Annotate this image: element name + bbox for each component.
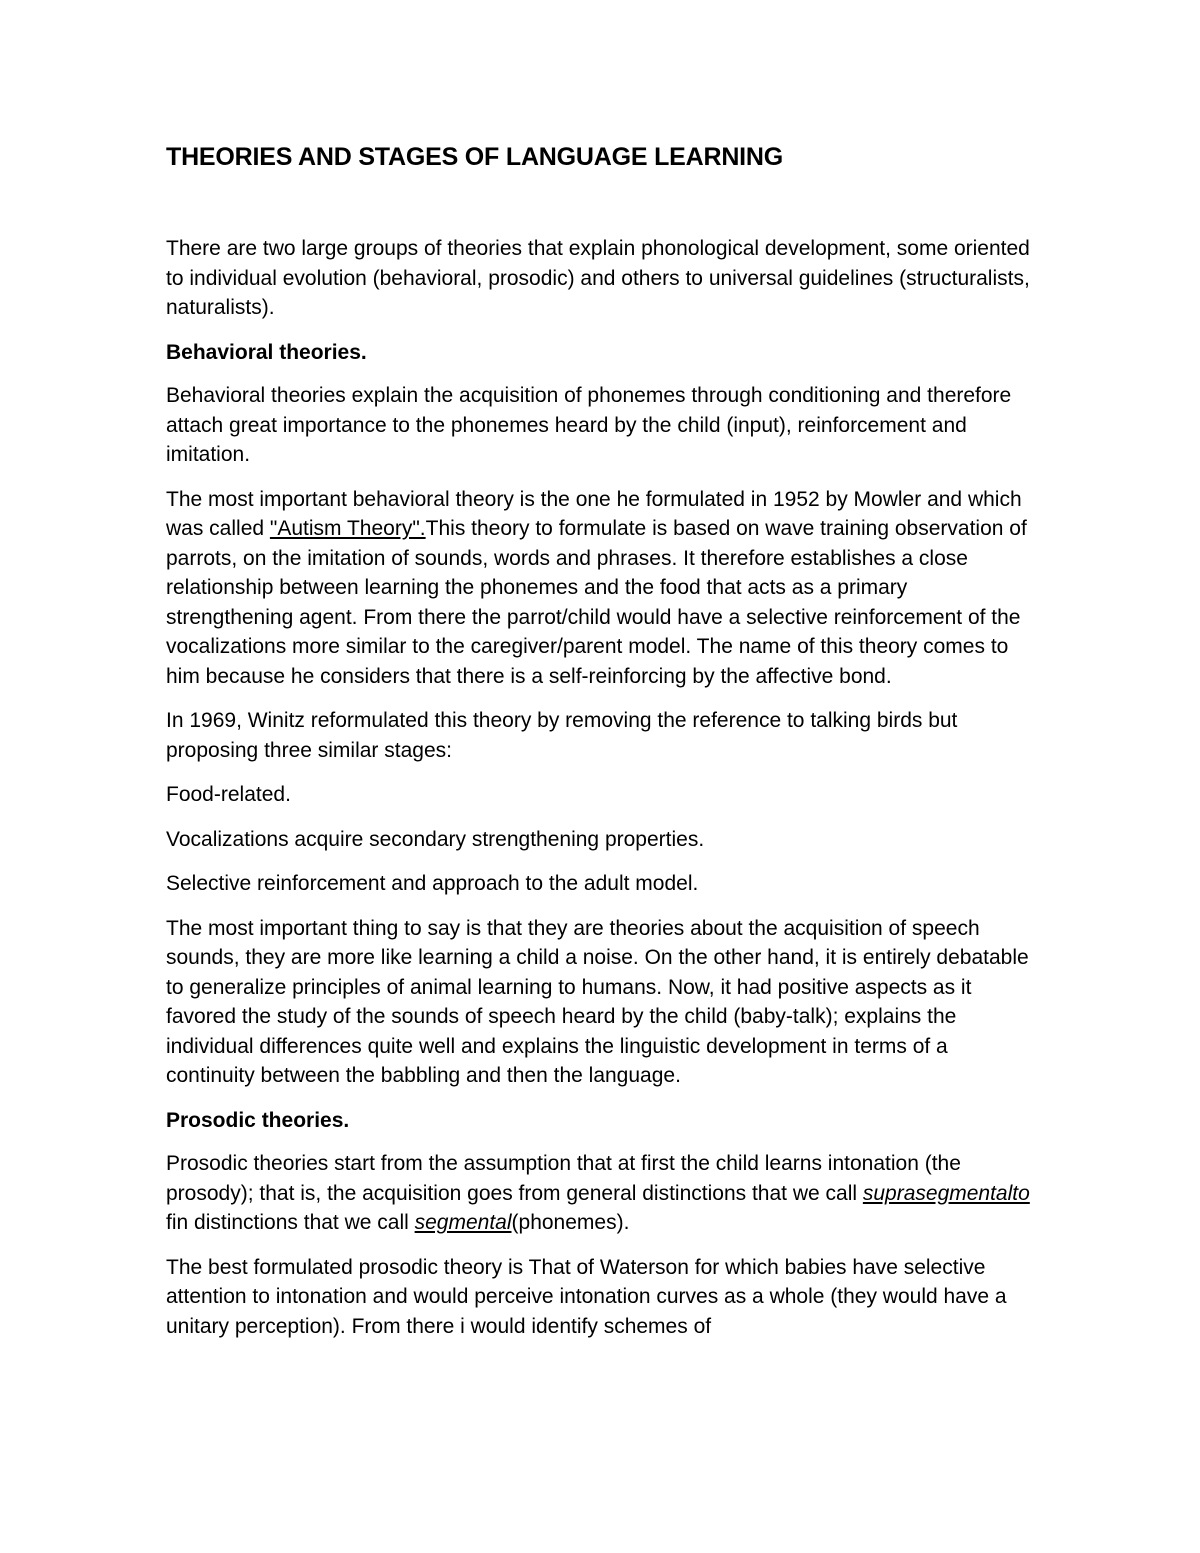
stage-item: Food-related. xyxy=(166,783,291,806)
behavioral-paragraph-3: In 1969, Winitz reformulated this theory by removing the reference to talking birds but proposing three similar stages: xyxy=(166,709,958,762)
behavioral-paragraph-2-text-a: The most important behavioral theory is the one he formulated in 1952 by Mowler and which was called xyxy=(166,487,1022,540)
prosodic-paragraph-1-text-b: fin distinctions that we call xyxy=(166,1211,415,1234)
prosodic-paragraph-1 xyxy=(166,1149,1036,1238)
document-title: THEORIES AND STAGES OF LANGUAGE LEARNING xyxy=(166,143,784,171)
suprasegmental-term-link[interactable]: suprasegmentalto xyxy=(862,1181,1030,1205)
segmental-term-link[interactable]: segmental xyxy=(414,1211,512,1234)
behavioral-paragraph-1: Behavioral theories explain the acquisition of phonemes through conditioning and therefore attach great importance to the phonemes heard by the child (input), reinforcement and imitation. xyxy=(166,384,1012,466)
intro-paragraph: There are two large groups of theories that explain phonological development, some oriented to individual evolution (behavioral, prosodic) and others to universal guidelines (structuralists, naturalists). xyxy=(166,237,1030,319)
prosodic-paragraph-1-text-c: (phonemes). xyxy=(511,1211,630,1234)
behavioral-paragraph-2-text-b: This theory to formulate is based on wave training observation of parrots, on the imitation of sounds, words and phrases. It therefore establishes a close relationship between learning the phonemes and the food that acts as a primary strengthening agent. From there the parrot/child would have a selective reinforcement of the vocalizations more similar to the caregiver/parent model. The name of this theory comes to him because he considers that there is a self-reinforcing by the affective bond. xyxy=(166,517,1027,688)
stage-item: Vocalizations acquire secondary strengthening properties. xyxy=(166,827,705,851)
prosodic-paragraph-2: The best formulated prosodic theory is That of Waterson for which babies have selective attention to intonation and would perceive intonation curves as a whole (they would have a unitary perception). From there i would identify schemes of xyxy=(166,1255,1007,1338)
prosodic-paragraph-1-text-a: Prosodic theories start from the assumption that at first the child learns intonation (the prosody); that is, the acquisition goes from general distinctions that we call xyxy=(166,1152,961,1205)
behavioral-paragraph-2 xyxy=(166,485,1036,692)
behavioral-heading: Behavioral theories. xyxy=(166,340,367,364)
behavioral-paragraph-4: The most important thing to say is that they are theories about the acquisition of speech sounds, they are more like learning a child a noise. On the other hand, it is entirely debatable to generalize principles of animal learning to humans. Now, it had positive aspects as it favored the study of the sounds of speech heard by the child (baby-talk); explains the individual differences quite well and explains the linguistic development in terms of a continuity between the babbling and then the language. xyxy=(166,916,1029,1087)
autism-theory-link[interactable]: "Autism Theory". xyxy=(269,517,426,540)
document-page xyxy=(166,140,1036,1356)
stage-item: Selective reinforcement and approach to the adult model. xyxy=(166,872,699,895)
prosodic-heading: Prosodic theories. xyxy=(166,1108,350,1132)
